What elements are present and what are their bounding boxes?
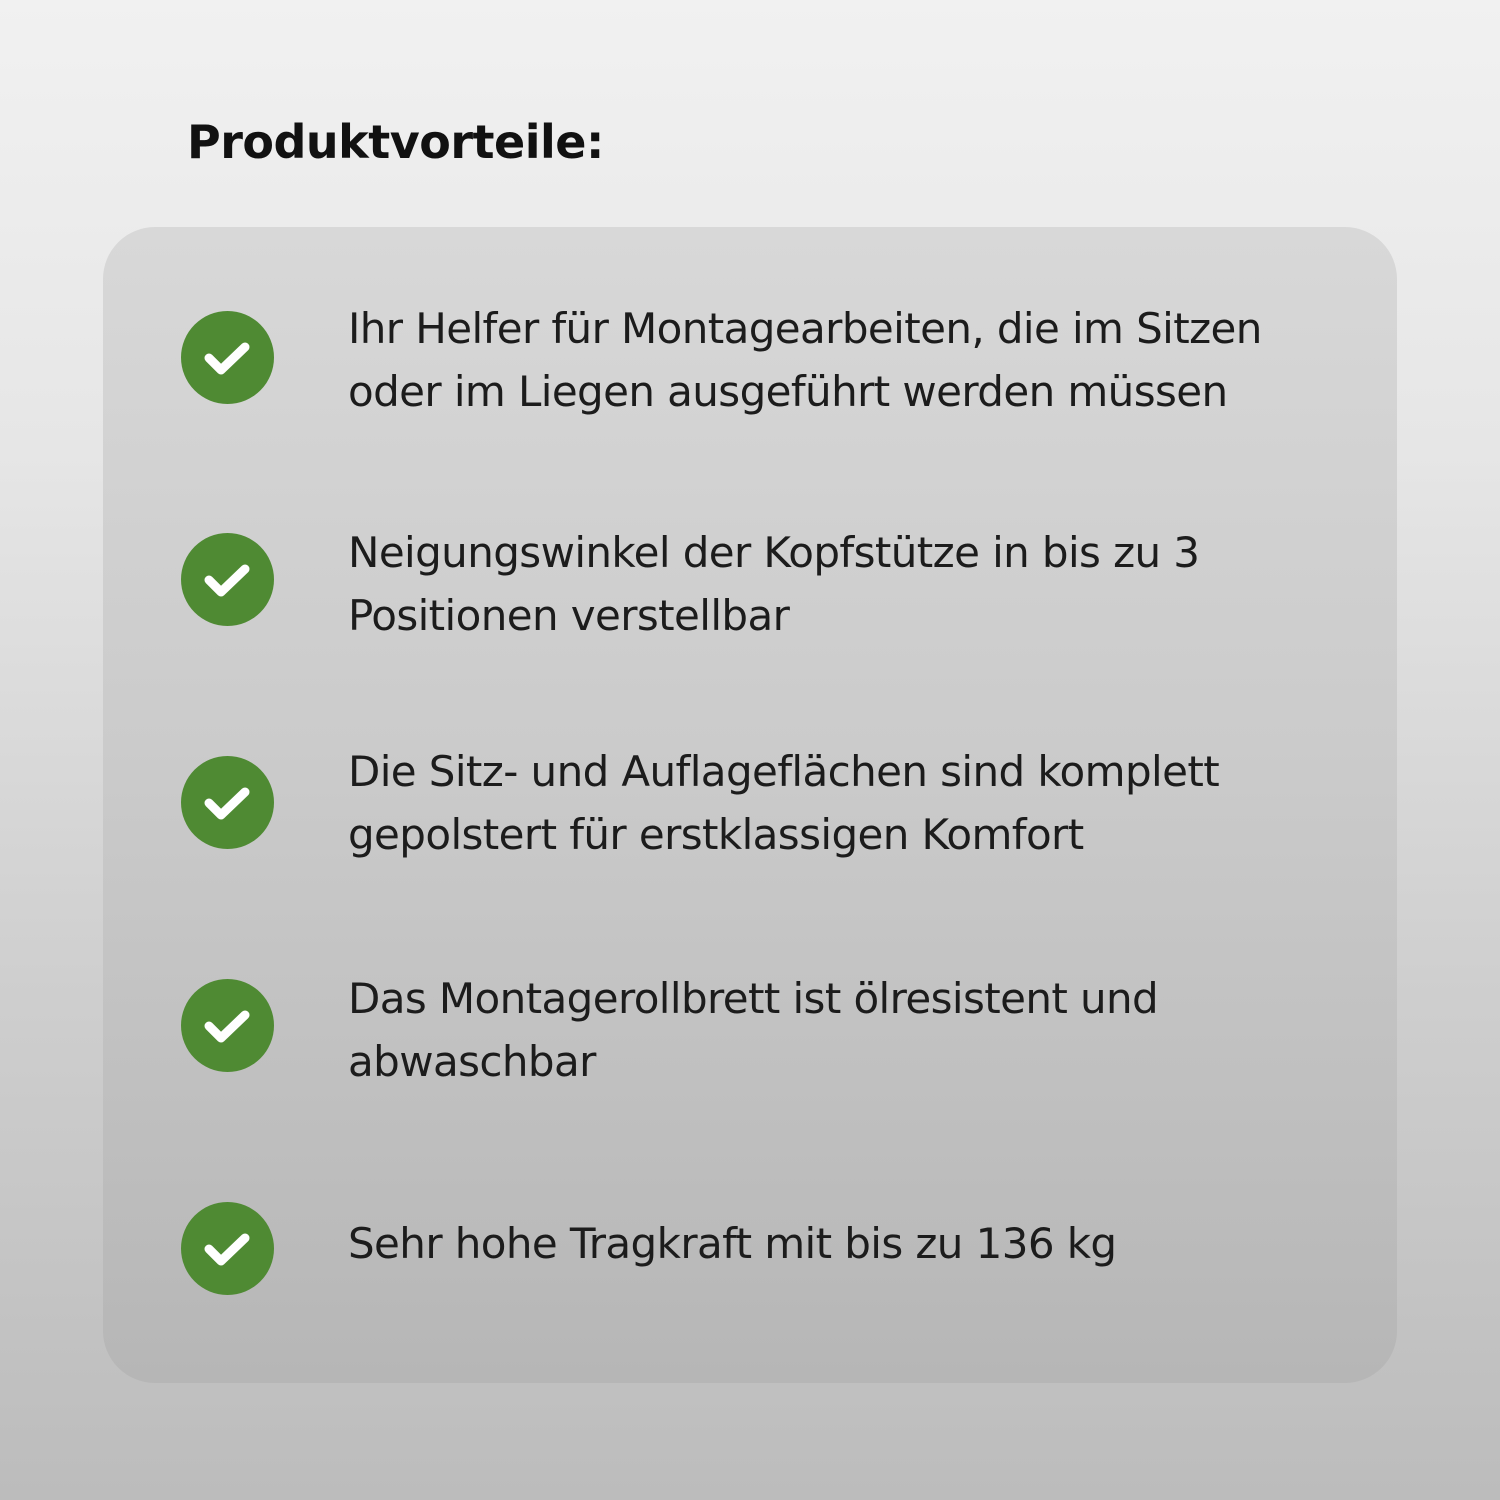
- benefit-text: Sehr hohe Tragkraft mit bis zu 136 kg: [348, 1219, 1117, 1268]
- page-title: Produktvorteile:: [187, 115, 604, 169]
- check-circle-icon: [181, 756, 274, 849]
- check-circle-icon: [181, 1202, 274, 1295]
- benefit-item-1: [103, 304, 1397, 447]
- check-circle-icon: [181, 311, 274, 404]
- benefit-text: Die Sitz- und Auflageflächen sind komplett gepolstert für erstklassigen Komfort: [348, 747, 1220, 859]
- check-circle-icon: [181, 533, 274, 626]
- benefit-text: Neigungswinkel der Kopfstütze in bis zu 3 Positionen verstellbar: [348, 528, 1200, 640]
- benefit-text: Ihr Helfer für Montagearbeiten, die im Sitzen oder im Liegen ausgeführt werden müssen: [348, 304, 1262, 416]
- benefit-item-3: [103, 747, 1397, 892]
- benefit-item-5: [103, 1198, 1397, 1338]
- check-circle-icon: [181, 979, 274, 1072]
- benefit-item-4: [103, 975, 1397, 1115]
- benefit-text: Das Montagerollbrett ist ölresistent und abwaschbar: [348, 974, 1159, 1086]
- benefits-panel: [103, 227, 1397, 1383]
- benefit-item-2: [103, 529, 1397, 669]
